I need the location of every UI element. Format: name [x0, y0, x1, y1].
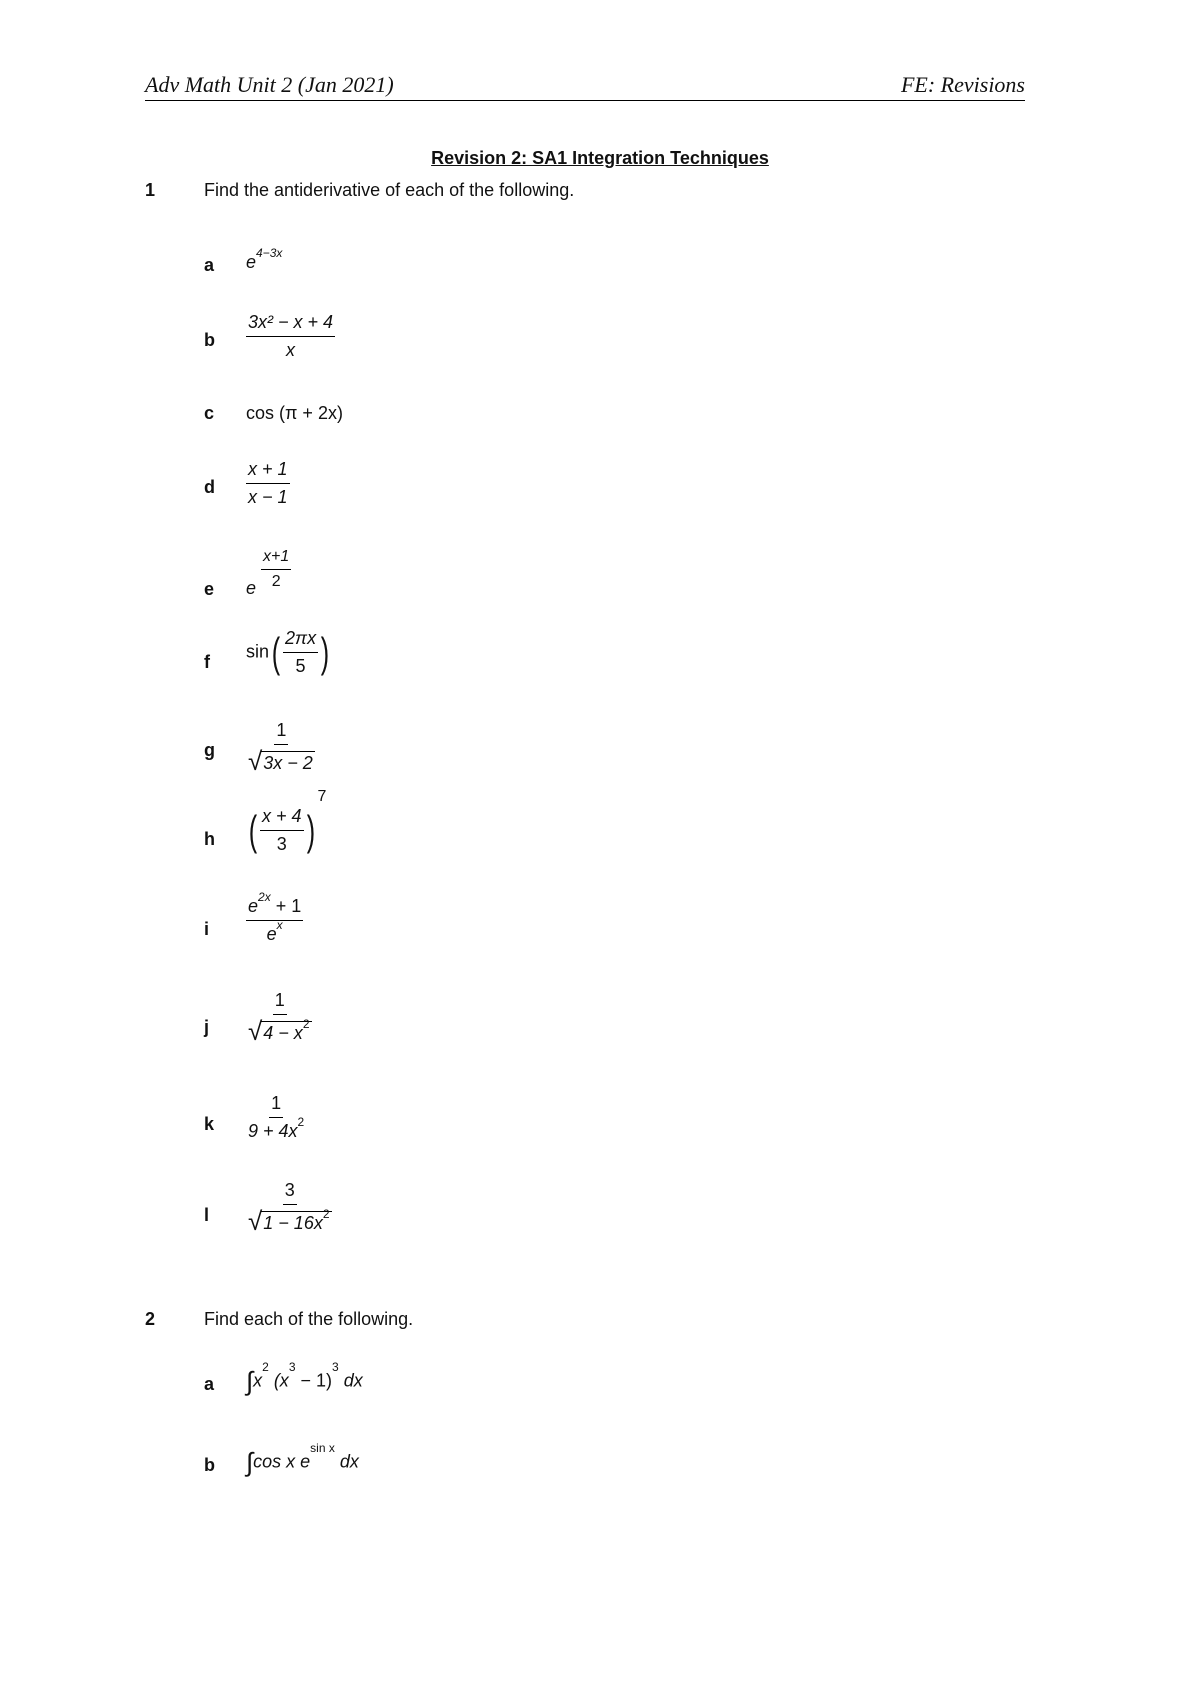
- q1-j-label: j: [204, 1017, 210, 1037]
- q1-b-label: b: [204, 330, 215, 350]
- page-header: [145, 72, 1025, 101]
- q1-b-expression: $\frac{\text{3x² − x + 4}}{x}$: [248, 312, 334, 360]
- question-2-number: 2: [145, 1309, 156, 1329]
- question-1-number: 1: [145, 180, 156, 200]
- q2-a-label: a: [204, 1374, 215, 1394]
- q1-c-expression: cos (π + 2x): [246, 403, 343, 423]
- q1-a-expression: $e^{4-3x}$: [246, 246, 283, 272]
- q1-l-expression: 3 √ $1 - 16x^2$: [248, 1180, 330, 1236]
- question-1-text: Find the antiderivative of each of the following.: [204, 180, 575, 200]
- header-course: Adv Math Unit 2 (Jan 2021): [145, 72, 394, 97]
- q1-k-label: k: [204, 1114, 215, 1134]
- q1-c-label: c: [204, 403, 215, 423]
- q2-b-expression: ∫cos x $e^{sin x}$ dx: [246, 1441, 359, 1477]
- q1-f-expression: sin( $\frac{2\pi x}{5}$ ): [246, 628, 330, 676]
- q1-d-label: d: [204, 477, 215, 497]
- q1-h-label: h: [204, 829, 215, 849]
- q1-e-expression: e $\frac{x+1}{2}$: [246, 548, 290, 598]
- page-title: Revision 2: SA1 Integration Techniques: [431, 148, 769, 168]
- header-section: FE: Revisions: [900, 72, 1025, 97]
- q1-g-label: g: [204, 740, 215, 760]
- q2-b-label: b: [204, 1455, 215, 1475]
- integral-sign-icon: ∫: [246, 1366, 254, 1396]
- q1-i-label: i: [204, 919, 210, 939]
- q1-g-expression: 1 √ 3x − 2: [248, 720, 313, 776]
- q1-a-label: a: [204, 255, 215, 275]
- q1-d-expression: $\frac{x + 1}{x - 1}$: [248, 459, 288, 507]
- q1-i-expression: $\frac{e^{2x} + 1}{e^x}$: [248, 890, 302, 944]
- q1-l-label: l: [204, 1205, 210, 1225]
- q1-f-label: f: [204, 652, 210, 672]
- q1-h-expression: ( $\frac{x + 4}{3}$ )$^7$: [248, 788, 327, 854]
- question-2-text: Find each of the following.: [204, 1309, 414, 1329]
- q1-j-expression: 1 √ $4 - x^2$: [248, 990, 310, 1046]
- q1-k-expression: $\frac{1}{9 + 4x^2}$: [248, 1093, 305, 1141]
- integral-sign-icon: ∫: [246, 1447, 254, 1477]
- q1-e-label: e: [204, 579, 215, 599]
- q2-a-expression: $\int x^2$ $(x^3 - 1)^3$ dx: [246, 1360, 363, 1396]
